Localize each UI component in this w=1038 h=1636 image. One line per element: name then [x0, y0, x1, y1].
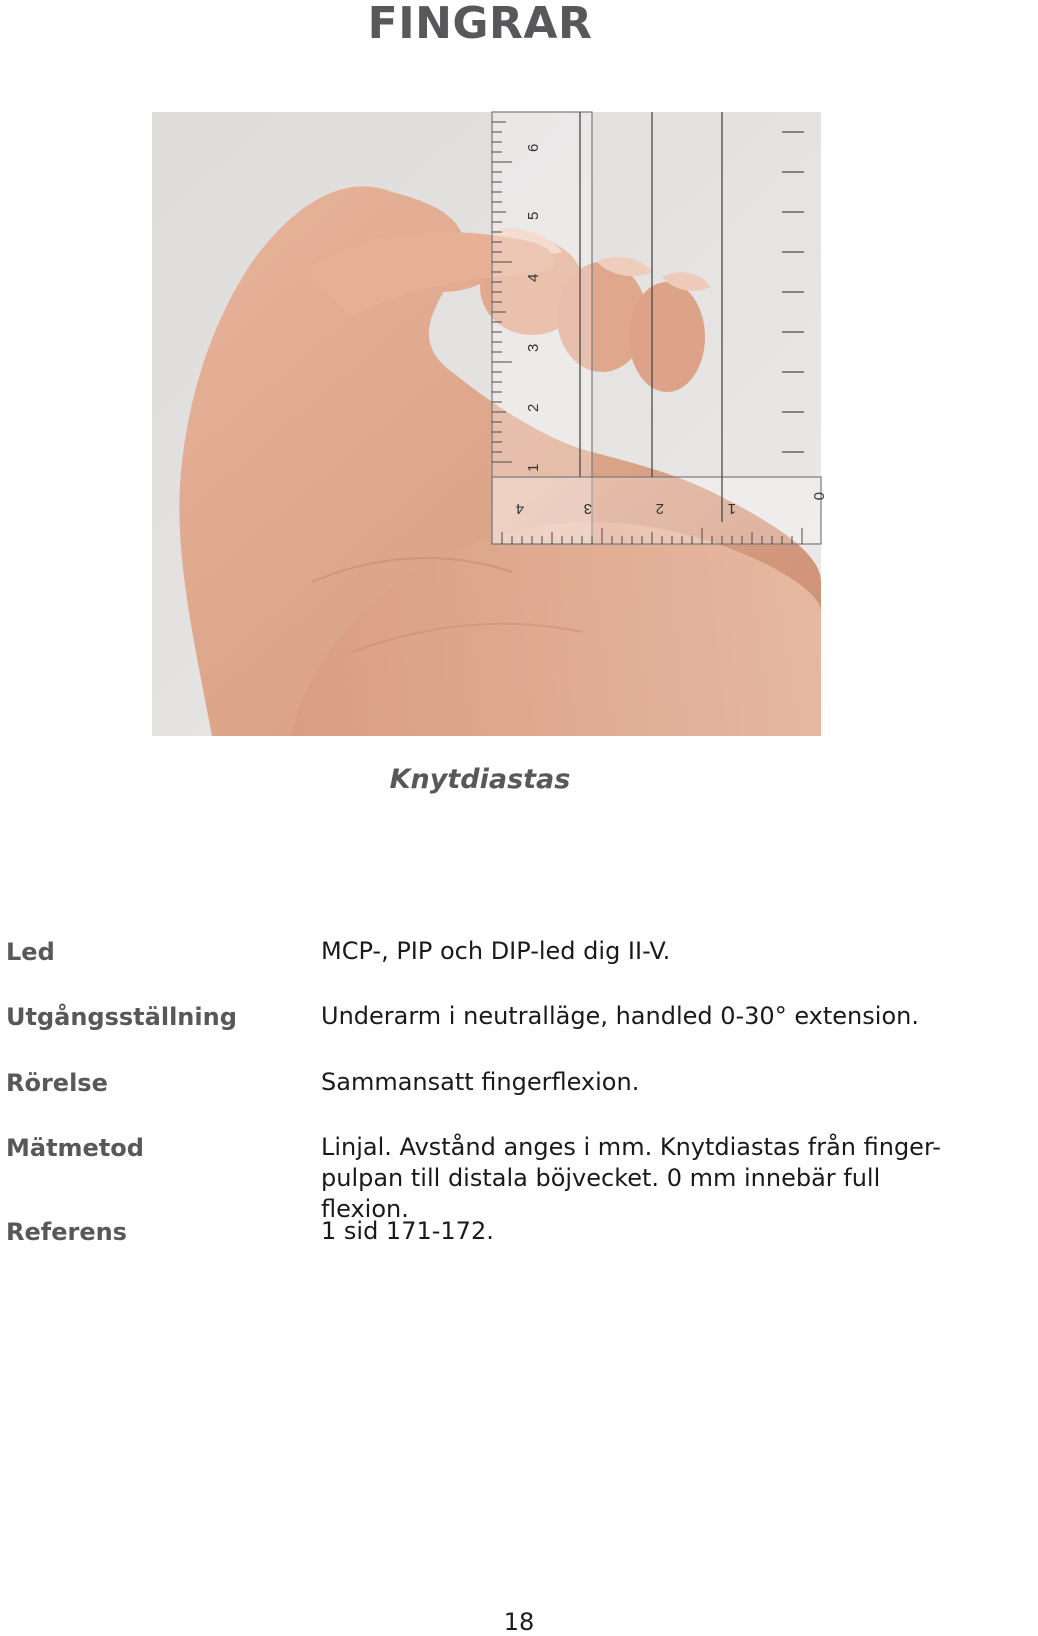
row-value-rorelse: Sammansatt fingerflexion. — [321, 1068, 640, 1096]
row-label-rorelse: Rörelse — [6, 1069, 108, 1097]
row-label-matmetod: Mätmetod — [6, 1134, 144, 1162]
row-value-matmetod: Linjal. Avstånd anges i mm. Knytdiastas från finger-pulpan till distala böjvecket. 0 mm innebär full flexion. — [321, 1133, 941, 1223]
ruler-tick-label: 5 — [525, 211, 542, 220]
ruler-tick-label: 3 — [525, 343, 542, 352]
figure-caption: Knytdiastas — [389, 764, 571, 795]
ruler-tick-label: 0 — [810, 492, 827, 501]
page-title: FINGRAR — [367, 0, 593, 49]
row-value-led: MCP-, PIP och DIP-led dig II-V. — [321, 937, 671, 965]
ruler-tick-label: 6 — [525, 143, 542, 152]
ruler-tick-label: 4 — [515, 500, 524, 517]
row-label-referens: Referens — [6, 1218, 127, 1246]
row-value-referens: 1 sid 171-172. — [321, 1217, 494, 1245]
ruler-tick-label: 4 — [525, 273, 542, 282]
row-label-led: Led — [6, 938, 55, 966]
ruler-tick-label: 3 — [583, 500, 592, 517]
ruler-tick-label: 1 — [727, 500, 736, 517]
ruler-tick-label: 2 — [525, 403, 542, 412]
row-value-utgangsstallning: Underarm i neutralläge, handled 0-30° extension. — [321, 1002, 919, 1030]
row-label-utgangsstallning: Utgångsställning — [6, 1003, 237, 1031]
ruler-tick-label: 1 — [525, 463, 542, 472]
hand-ruler-photo — [152, 112, 827, 736]
page-number: 18 — [503, 1608, 535, 1636]
ruler-tick-label: 2 — [655, 500, 664, 517]
